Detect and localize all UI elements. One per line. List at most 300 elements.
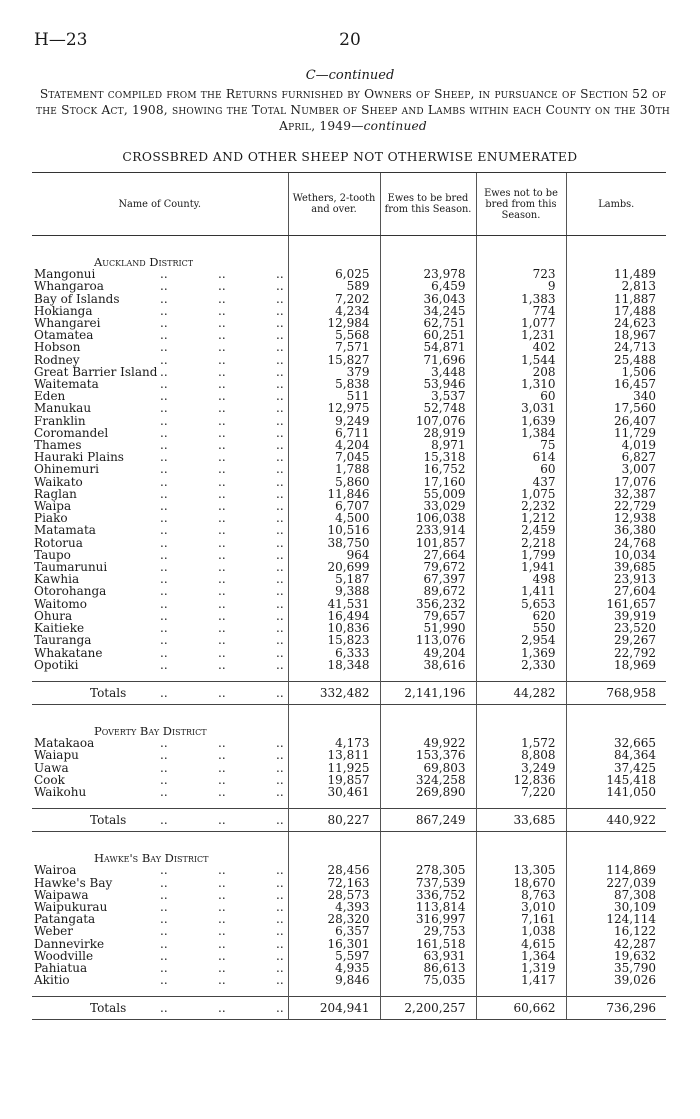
county-name: Waipa [34, 499, 72, 514]
county-name: Waiapu [34, 748, 79, 763]
ewes-bred-value: 36,043 [380, 293, 476, 305]
table-body [32, 236, 666, 1020]
lambs-value: 161,657 [566, 598, 666, 610]
leader-dot: .. [160, 899, 168, 914]
ewes-bred-value: 356,232 [380, 598, 476, 610]
county-row [32, 634, 666, 646]
lambs-value: 4,019 [566, 439, 666, 451]
ewes-not-bred-value: 208 [476, 366, 566, 378]
leader-dot: .. [218, 438, 226, 453]
leader-dot: .. [218, 267, 226, 282]
ewes-not-bred-value: 402 [476, 341, 566, 353]
ewes-bred-value: 33,029 [380, 500, 476, 512]
leader-dot: .. [276, 438, 284, 453]
ewes-bred-value: 278,305 [380, 864, 476, 876]
wethers-value: 5,838 [288, 378, 380, 390]
ewes-bred-value: 69,803 [380, 762, 476, 774]
leader-dot: .. [218, 499, 226, 514]
leader-dot: .. [218, 291, 226, 306]
county-name: Otamatea [34, 328, 94, 343]
leader-dot: .. [276, 657, 284, 672]
lambs-value: 227,039 [566, 877, 666, 889]
leader-dot: .. [218, 748, 226, 763]
leader-dot: .. [276, 511, 284, 526]
leader-dot: .. [276, 486, 284, 501]
lambs-value: 87,308 [566, 889, 666, 901]
county-row [32, 341, 666, 353]
ewes-bred-value: 106,038 [380, 512, 476, 524]
lambs-value: 2,813 [566, 280, 666, 292]
county-name: Opotiki [34, 657, 79, 672]
leader-dot: .. [218, 633, 226, 648]
county-name: Wairoa [34, 863, 77, 878]
county-row [32, 280, 666, 292]
ewes-not-bred-value: 498 [476, 573, 566, 585]
leader-dot: .. [160, 438, 168, 453]
totals-label: Totals [90, 1001, 127, 1016]
lambs-value: 39,919 [566, 610, 666, 622]
lambs-value: 16,122 [566, 925, 666, 937]
leader-dot: .. [160, 960, 168, 975]
wethers-value: 4,173 [288, 737, 380, 749]
leader-dot: .. [160, 316, 168, 331]
ewes-bred-total: 2,141,196 [380, 681, 476, 704]
leader-dot: .. [276, 523, 284, 538]
leader-dot: .. [276, 303, 284, 318]
sheep-table [32, 172, 666, 1020]
lambs-value: 39,026 [566, 974, 666, 986]
page-header [34, 30, 666, 50]
leader-dot: .. [218, 772, 226, 787]
wethers-value: 4,204 [288, 439, 380, 451]
ewes-not-bred-value: 1,639 [476, 415, 566, 427]
leader-dot: .. [218, 887, 226, 902]
leader-dot: .. [276, 924, 284, 939]
ewes-not-bred-value: 550 [476, 622, 566, 634]
statement-text: Statement compiled from the Returns furnished by Owners of Sheep, in pursuance of Section 52 of the Stock Act, 1908, showing the Total Number of Sheep and Lambs within each County on the 30th April, 1949— [36, 87, 670, 133]
ewes-not-bred-value: 3,031 [476, 402, 566, 414]
leader-dot: .. [218, 973, 226, 988]
county-name: Mangonui [34, 267, 96, 282]
county-name: Waikohu [34, 784, 87, 799]
county-row [32, 524, 666, 536]
county-row [32, 925, 666, 937]
county-name-cell [32, 659, 288, 671]
leader-dot: .. [276, 462, 284, 477]
ewes-bred-value: 29,753 [380, 925, 476, 937]
leader-dot: .. [160, 633, 168, 648]
leader-dot: .. [160, 863, 168, 878]
county-name: Waikato [34, 474, 83, 489]
wethers-value: 15,827 [288, 354, 380, 366]
wethers-value: 1,788 [288, 463, 380, 475]
county-name-cell [32, 786, 288, 798]
lambs-value: 11,489 [566, 268, 666, 280]
ewes-bred-value: 75,035 [380, 974, 476, 986]
leader-dot: .. [218, 948, 226, 963]
lambs-value: 25,488 [566, 354, 666, 366]
county-name: Hawke's Bay [34, 875, 113, 890]
ewes-bred-value: 6,459 [380, 280, 476, 292]
county-row [32, 786, 666, 798]
ewes-not-bred-value: 1,231 [476, 329, 566, 341]
leader-dot: .. [276, 936, 284, 951]
wethers-value: 964 [288, 549, 380, 561]
county-name: Uawa [34, 760, 69, 775]
leader-dot: .. [160, 572, 168, 587]
wethers-value: 4,393 [288, 901, 380, 913]
county-row [32, 647, 666, 659]
lambs-value: 37,425 [566, 762, 666, 774]
lambs-value: 124,114 [566, 913, 666, 925]
wethers-value: 7,571 [288, 341, 380, 353]
leader-dot: .. [160, 560, 168, 575]
county-name: Rotorua [34, 535, 83, 550]
totals-label-cell [32, 809, 288, 832]
county-name: Taumarunui [34, 560, 108, 575]
county-name: Pahiatua [34, 960, 88, 975]
ewes-not-bred-value: 12,836 [476, 774, 566, 786]
leader-dot: .. [276, 316, 284, 331]
leader-dot: .. [218, 352, 226, 367]
spacer-row [32, 704, 666, 715]
ewes-bred-value: 324,258 [380, 774, 476, 786]
leader-dot: .. [160, 535, 168, 550]
ewes-not-bred-value: 2,954 [476, 634, 566, 646]
leader-dot: .. [276, 364, 284, 379]
leader-dot: .. [160, 1001, 168, 1016]
leader-dot: .. [160, 340, 168, 355]
wethers-value: 4,935 [288, 962, 380, 974]
ewes-bred-value: 153,376 [380, 749, 476, 761]
leader-dot: .. [218, 340, 226, 355]
wethers-value: 5,860 [288, 476, 380, 488]
leader-dot: .. [276, 413, 284, 428]
leader-dot: .. [160, 352, 168, 367]
wethers-value: 20,699 [288, 561, 380, 573]
wethers-value: 38,750 [288, 537, 380, 549]
ewes-bred-value: 17,160 [380, 476, 476, 488]
leader-dot: .. [276, 772, 284, 787]
leader-dot: .. [160, 547, 168, 562]
ewes-not-bred-value: 1,799 [476, 549, 566, 561]
leader-dot: .. [276, 425, 284, 440]
ewes-not-bred-total: 33,685 [476, 809, 566, 832]
ewes-not-bred-value: 620 [476, 610, 566, 622]
leader-dot: .. [276, 899, 284, 914]
county-name: Rodney [34, 352, 80, 367]
ewes-bred-value: 34,245 [380, 305, 476, 317]
leader-dot: .. [218, 596, 226, 611]
lambs-value: 26,407 [566, 415, 666, 427]
lambs-value: 17,076 [566, 476, 666, 488]
wethers-value: 10,516 [288, 524, 380, 536]
lambs-value: 29,267 [566, 634, 666, 646]
county-name: Woodville [34, 948, 94, 963]
leader-dot: .. [160, 685, 168, 700]
leader-dot: .. [160, 462, 168, 477]
ewes-bred-value: 79,657 [380, 610, 476, 622]
leader-dot: .. [276, 584, 284, 599]
county-row [32, 762, 666, 774]
ewes-bred-value: 16,752 [380, 463, 476, 475]
ewes-bred-value: 63,931 [380, 950, 476, 962]
county-name: Eden [34, 389, 66, 404]
wethers-value: 511 [288, 390, 380, 402]
leader-dot: .. [276, 572, 284, 587]
lambs-value: 114,869 [566, 864, 666, 876]
wethers-value: 28,573 [288, 889, 380, 901]
county-name: Waipawa [34, 887, 89, 902]
ewes-not-bred-value: 8,763 [476, 889, 566, 901]
wethers-value: 41,531 [288, 598, 380, 610]
lambs-value: 32,387 [566, 488, 666, 500]
ewes-not-bred-value: 75 [476, 439, 566, 451]
lambs-value: 1,506 [566, 366, 666, 378]
ewes-bred-total: 2,200,257 [380, 997, 476, 1020]
ewes-bred-value: 316,997 [380, 913, 476, 925]
county-name: Great Barrier Island [34, 364, 158, 379]
ewes-bred-total: 867,249 [380, 809, 476, 832]
lambs-value: 145,418 [566, 774, 666, 786]
lambs-value: 30,109 [566, 901, 666, 913]
leader-dot: .. [276, 267, 284, 282]
leader-dot: .. [218, 316, 226, 331]
lambs-value: 10,034 [566, 549, 666, 561]
ewes-not-bred-value: 1,310 [476, 378, 566, 390]
leader-dot: .. [160, 645, 168, 660]
leader-dot: .. [276, 389, 284, 404]
county-name: Raglan [34, 486, 77, 501]
ewes-bred-value: 8,971 [380, 439, 476, 451]
leader-dot: .. [218, 425, 226, 440]
leader-dot: .. [160, 936, 168, 951]
lambs-value: 141,050 [566, 786, 666, 798]
ewes-not-bred-value: 5,653 [476, 598, 566, 610]
wethers-value: 4,234 [288, 305, 380, 317]
wethers-value: 5,597 [288, 950, 380, 962]
ewes-not-bred-value: 1,941 [476, 561, 566, 573]
county-row [32, 463, 666, 475]
ewes-not-bred-value: 4,615 [476, 938, 566, 950]
leader-dot: .. [276, 621, 284, 636]
lambs-value: 11,729 [566, 427, 666, 439]
wethers-value: 6,711 [288, 427, 380, 439]
leader-dot: .. [276, 633, 284, 648]
county-row [32, 415, 666, 427]
district-name: Poverty Bay District [94, 723, 207, 738]
ewes-bred-value: 3,448 [380, 366, 476, 378]
leader-dot: .. [218, 608, 226, 623]
leader-dot: .. [276, 340, 284, 355]
ewes-not-bred-value: 1,572 [476, 737, 566, 749]
totals-label-cell [32, 681, 288, 704]
leader-dot: .. [276, 973, 284, 988]
county-name: Dannevirke [34, 936, 105, 951]
county-name: Whangarei [34, 316, 101, 331]
leader-dot: .. [276, 813, 284, 828]
wethers-value: 30,461 [288, 786, 380, 798]
county-name: Coromandel [34, 425, 109, 440]
county-row [32, 864, 666, 876]
leader-dot: .. [160, 657, 168, 672]
county-name: Tauranga [34, 633, 92, 648]
leader-dot: .. [218, 450, 226, 465]
col-header-lambs: Lambs. [566, 173, 666, 236]
ewes-not-bred-value: 1,417 [476, 974, 566, 986]
ewes-bred-value: 107,076 [380, 415, 476, 427]
spacer-row [32, 986, 666, 997]
leader-dot: .. [160, 596, 168, 611]
county-name: Matamata [34, 523, 96, 538]
district-name: Auckland District [94, 255, 194, 269]
lambs-value: 23,520 [566, 622, 666, 634]
leader-dot: .. [218, 474, 226, 489]
leader-dot: .. [218, 486, 226, 501]
county-name: Kaitieke [34, 621, 85, 636]
leader-dot: .. [276, 645, 284, 660]
wethers-value: 5,568 [288, 329, 380, 341]
leader-dot: .. [160, 499, 168, 514]
table-subtitle: CROSSBRED AND OTHER SHEEP NOT OTHERWISE ENUMERATED [122, 150, 578, 164]
leader-dot: .. [276, 560, 284, 575]
lambs-value: 24,768 [566, 537, 666, 549]
ewes-not-bred-value: 723 [476, 268, 566, 280]
ewes-bred-value: 38,616 [380, 659, 476, 671]
county-name-cell [32, 749, 288, 761]
lambs-total: 736,296 [566, 997, 666, 1020]
ewes-not-bred-value: 60 [476, 463, 566, 475]
county-name: Waitomo [34, 596, 87, 611]
county-name: Patangata [34, 912, 96, 927]
leader-dot: .. [218, 462, 226, 477]
wethers-value: 4,500 [288, 512, 380, 524]
leader-dot: .. [160, 474, 168, 489]
lambs-value: 84,364 [566, 749, 666, 761]
wethers-value: 18,348 [288, 659, 380, 671]
county-name: Taupo [34, 547, 71, 562]
ewes-bred-value: 55,009 [380, 488, 476, 500]
spacer-row [32, 236, 666, 247]
ewes-bred-value: 23,978 [380, 268, 476, 280]
wethers-value: 6,333 [288, 647, 380, 659]
leader-dot: .. [160, 584, 168, 599]
ewes-not-bred-value: 437 [476, 476, 566, 488]
leader-dot: .. [160, 486, 168, 501]
lambs-value: 18,969 [566, 659, 666, 671]
wethers-value: 6,025 [288, 268, 380, 280]
leader-dot: .. [218, 572, 226, 587]
leader-dot: .. [218, 303, 226, 318]
county-row [32, 293, 666, 305]
totals-row [32, 681, 666, 704]
leader-dot: .. [160, 328, 168, 343]
ewes-not-bred-value: 1,364 [476, 950, 566, 962]
lambs-value: 32,665 [566, 737, 666, 749]
leader-dot: .. [276, 450, 284, 465]
leader-dot: .. [160, 523, 168, 538]
leader-dot: .. [160, 413, 168, 428]
ewes-not-bred-value: 18,670 [476, 877, 566, 889]
county-name: Waipukurau [34, 899, 108, 914]
wethers-value: 12,975 [288, 402, 380, 414]
wethers-value: 10,836 [288, 622, 380, 634]
wethers-total: 204,941 [288, 997, 380, 1020]
leader-dot: .. [276, 401, 284, 416]
lambs-value: 39,685 [566, 561, 666, 573]
wethers-value: 16,494 [288, 610, 380, 622]
ewes-bred-value: 53,946 [380, 378, 476, 390]
wethers-value: 9,388 [288, 585, 380, 597]
ewes-bred-value: 86,613 [380, 962, 476, 974]
ewes-bred-value: 336,752 [380, 889, 476, 901]
ewes-bred-value: 52,748 [380, 402, 476, 414]
wethers-value: 28,320 [288, 913, 380, 925]
leader-dot: .. [218, 377, 226, 392]
totals-label-cell [32, 997, 288, 1020]
ewes-not-bred-value: 60 [476, 390, 566, 402]
leader-dot: .. [218, 535, 226, 550]
county-row [32, 585, 666, 597]
leader-dot: .. [218, 960, 226, 975]
county-row [32, 749, 666, 761]
col-header-wethers: Wethers, 2-tooth and over. [288, 173, 380, 236]
leader-dot: .. [276, 863, 284, 878]
lambs-value: 16,457 [566, 378, 666, 390]
ewes-bred-value: 113,814 [380, 901, 476, 913]
leader-dot: .. [218, 784, 226, 799]
wethers-value: 379 [288, 366, 380, 378]
lambs-value: 24,713 [566, 341, 666, 353]
lambs-value: 27,604 [566, 585, 666, 597]
leader-dot: .. [276, 474, 284, 489]
leader-dot: .. [160, 948, 168, 963]
lambs-value: 23,913 [566, 573, 666, 585]
leader-dot: .. [276, 736, 284, 751]
wethers-value: 589 [288, 280, 380, 292]
ewes-not-bred-value: 3,249 [476, 762, 566, 774]
leader-dot: .. [160, 291, 168, 306]
ewes-not-bred-value: 8,808 [476, 749, 566, 761]
ewes-not-bred-total: 44,282 [476, 681, 566, 704]
continued-label: C—continued [305, 68, 395, 83]
ewes-not-bred-value: 2,330 [476, 659, 566, 671]
ewes-not-bred-value: 1,384 [476, 427, 566, 439]
leader-dot: .. [160, 621, 168, 636]
ewes-not-bred-value: 7,220 [476, 786, 566, 798]
lambs-value: 22,729 [566, 500, 666, 512]
wethers-value: 11,846 [288, 488, 380, 500]
leader-dot: .. [218, 936, 226, 951]
ewes-bred-value: 67,397 [380, 573, 476, 585]
ewes-not-bred-value: 1,212 [476, 512, 566, 524]
wethers-value: 7,202 [288, 293, 380, 305]
lambs-value: 17,560 [566, 402, 666, 414]
leader-dot: .. [160, 875, 168, 890]
ewes-bred-value: 101,857 [380, 537, 476, 549]
page-number: 20 [339, 30, 361, 50]
leader-dot: .. [160, 279, 168, 294]
leader-dot: .. [276, 760, 284, 775]
county-name: Weber [34, 924, 73, 939]
leader-dot: .. [276, 1001, 284, 1016]
county-name: Ohinemuri [34, 462, 99, 477]
ewes-not-bred-value: 2,459 [476, 524, 566, 536]
statement-title [30, 86, 676, 134]
leader-dot: .. [276, 685, 284, 700]
leader-dot: .. [160, 887, 168, 902]
wethers-value: 11,925 [288, 762, 380, 774]
